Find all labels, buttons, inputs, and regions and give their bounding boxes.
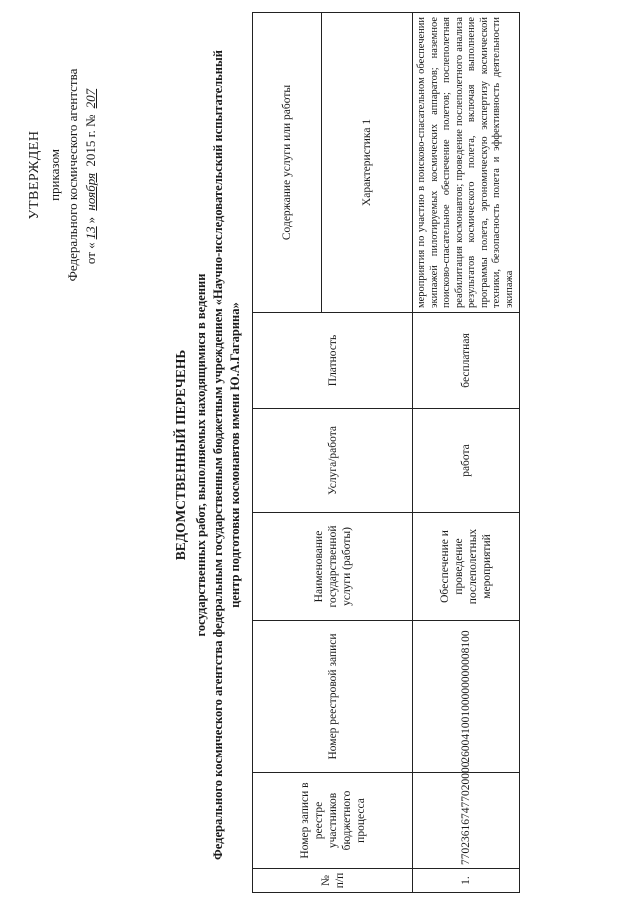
order-number: 207 — [83, 88, 98, 109]
cell-name: Обеспечение и проведение послеполетных мероприятий — [413, 513, 520, 621]
table-row — [413, 13, 520, 893]
table-header-row — [253, 13, 322, 893]
cell-participant: 770236167477020000 — [413, 773, 520, 869]
header-type: Услуга/работа — [253, 409, 413, 513]
heading-line-3: центр подготовки космонавтов имени Ю.А.Гагарина» — [228, 302, 242, 608]
approval-line-order: приказом — [47, 149, 62, 201]
date-day: 13 — [83, 226, 98, 240]
approval-title: УТВЕРЖДЕН — [27, 130, 42, 220]
header-characteristic-1: Характеристика 1 — [322, 13, 413, 313]
approval-line-agency: Федерального космического агентства — [65, 68, 80, 282]
cell-registry: 26004100100000000008100 — [413, 621, 520, 773]
header-paid: Платность — [253, 313, 413, 409]
header-participant: Номер записи в реестре участников бюджетного процесса — [253, 773, 413, 869]
cell-type: работа — [413, 409, 520, 513]
cell-description: мероприятия по участию в поисково-спасательном обеспечении экипажей пилотируемых космических аппаратов; наземное поисково-спасательное обеспечение полетов; послеполетная реабилитация космонавтов; проведение послеполетного анализа результатов космического полета, включая выполнение программы полета, эргономическую экспертизу космической техники, безопасность полета и эффективность деятельности экипажа — [413, 13, 520, 313]
date-year: 2015 г. № — [83, 114, 98, 167]
approval-date-line — [82, 40, 100, 310]
heading-line-1: государственных работ, выполняемых находящимися в ведении — [194, 273, 208, 637]
approval-stamp — [26, 40, 100, 310]
date-prefix: от « — [83, 242, 98, 265]
cell-num: 1. — [413, 869, 520, 893]
cell-paid: бесплатная — [413, 313, 520, 409]
date-month: ноября — [83, 172, 98, 211]
header-content: Содержание услуги или работы — [253, 13, 322, 313]
document-heading — [172, 35, 244, 875]
heading-line-2: Федерального космического агентства федеральным государственным бюджетным учреждением «Научно-исследовательский испытательный — [211, 50, 225, 860]
header-name: Наименование государственной услуги (работы) — [253, 513, 413, 621]
document-title: ВЕДОМСТВЕННЫЙ ПЕРЕЧЕНЬ — [173, 349, 188, 561]
header-num: № п/п — [253, 869, 413, 893]
works-registry-table — [252, 12, 520, 893]
date-mid: » — [83, 216, 98, 224]
header-registry: Номер реестровой записи — [253, 621, 413, 773]
